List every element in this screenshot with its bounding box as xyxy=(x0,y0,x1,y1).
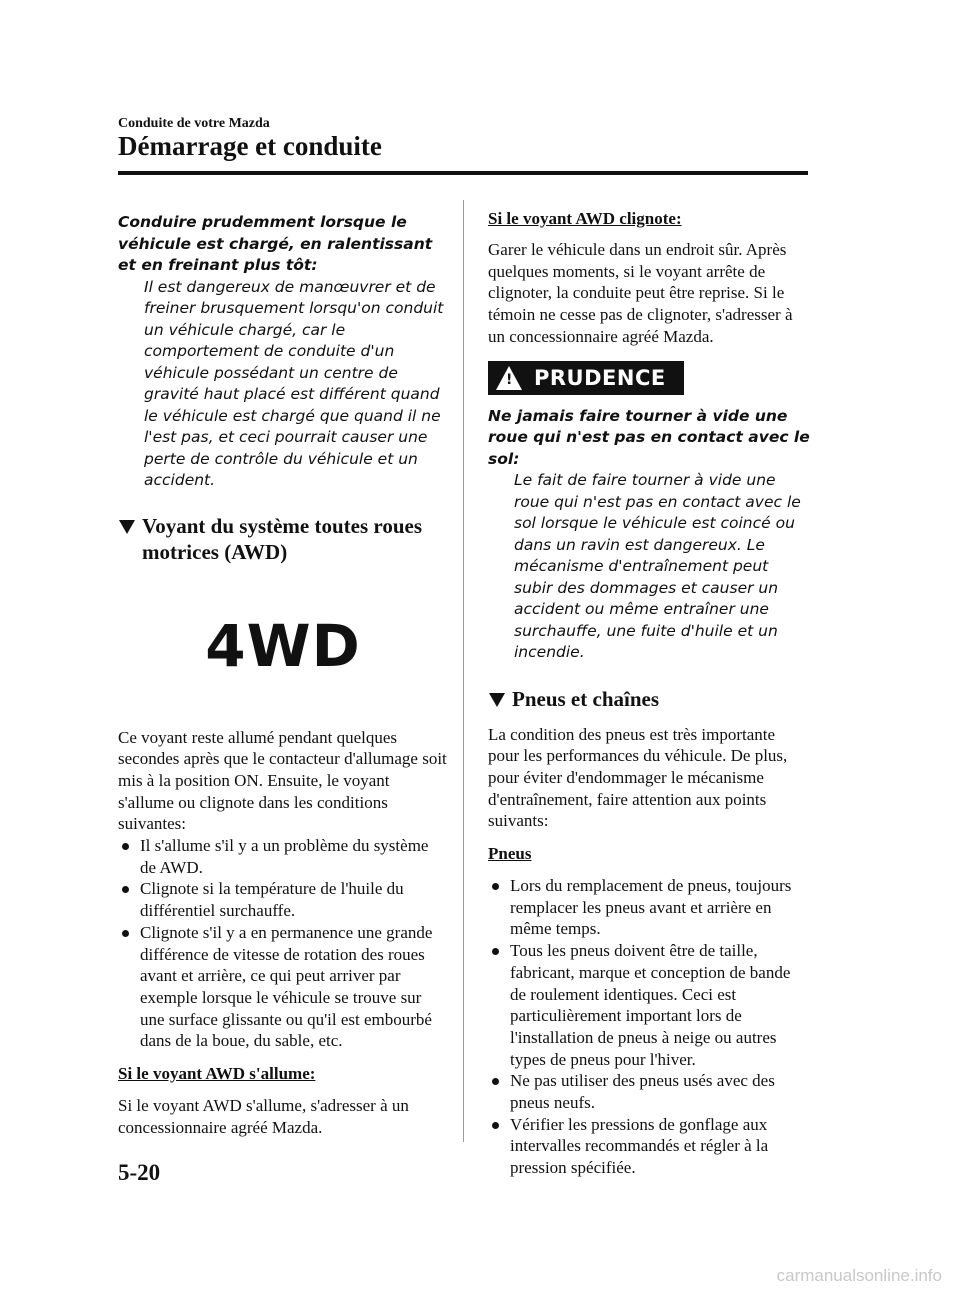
right-column xyxy=(488,208,810,1179)
caution-label: PRUDENCE xyxy=(534,365,666,390)
section-triangle-icon xyxy=(119,520,135,534)
awd-indicator-icon: 4WD xyxy=(205,611,361,680)
watermark: carmanualsonline.info xyxy=(776,1266,942,1285)
caution-badge xyxy=(488,361,684,395)
awd-intro-text: Ce voyant reste allumé pendant quelques secondes après que le contacteur d'allumage soit mis à la position ON. Ensuite, le voyant s'allume ou clignote dans les conditions suivantes: xyxy=(118,727,447,834)
header-rule xyxy=(118,171,808,175)
caution-text: Le fait de faire tourner à vide une roue qui n'est pas en contact avec le sol lorsque le véhicule est coincé ou dans un ravin est dangereux. Le mécanisme d'entraînement peut subir des dommages et causer un accident ou même entraîner une surchauffe, une fuite d'huile et un incendie. xyxy=(514,471,801,662)
caution-heading: Ne jamais faire tourner à vide une roue qui n'est pas en contact avec le sol: xyxy=(488,406,810,468)
chapter-label: Conduite de votre Mazda xyxy=(118,116,270,131)
tires-section-title-text: Pneus et chaînes xyxy=(512,686,659,711)
list-item: Clignote s'il y a en permanence une grande différence de vitesse de rotation des roues avant et arrière, ce qui peut arriver par exemple lorsque le véhicule se trouve sur une surface glissante ou qu'il est embourbé dans de la boue, du sable, etc. xyxy=(118,922,448,1052)
load-warning-heading: Conduire prudemment lorsque le véhicule est chargé, en ralentissant et en freinant plus tôt: xyxy=(118,213,433,274)
list-item: Ne pas utiliser des pneus usés avec des pneus neufs. xyxy=(488,1070,810,1113)
page-number: 5-20 xyxy=(118,1160,161,1185)
awd-blink-heading: Si le voyant AWD clignote: xyxy=(488,209,682,228)
section-triangle-icon xyxy=(489,693,505,707)
column-divider xyxy=(463,200,464,1142)
load-warning-text: Il est dangereux de manœuvrer et de freiner brusquement lorsqu'on conduit un véhicule chargé, car le comportement de conduite d'un véhicule possédant un centre de gravité haut placé est différent quand le véhicule est chargé que quand il ne l'est pas, et ceci pourrait causer une perte de contrôle du véhicule et un accident. xyxy=(144,277,444,489)
left-column xyxy=(118,212,448,1138)
list-item: Clignote si la température de l'huile du différentiel surchauffe. xyxy=(118,878,448,921)
awd-section-title xyxy=(118,513,448,565)
caution-warning-icon: ! xyxy=(496,366,522,390)
tires-list xyxy=(488,875,810,1179)
awd-blink-text: Garer le véhicule dans un endroit sûr. Après quelques moments, si le voyant arrête de clignoter, la conduite peut être reprise. Si le témoin ne cesse pas de clignoter, s'adresser à un concessionnaire agréé Mazda. xyxy=(488,240,793,346)
awd-section-title-text: Voyant du système toutes roues motrices (AWD) xyxy=(142,513,423,564)
list-item: Vérifier les pressions de gonflage aux intervalles recommandés et régler à la pression spécifiée. xyxy=(488,1114,810,1179)
awd-conditions-list xyxy=(118,835,448,1052)
awd-on-text: Si le voyant AWD s'allume, s'adresser à un concessionnaire agréé Mazda. xyxy=(118,1096,409,1137)
list-item: Tous les pneus doivent être de taille, fabricant, marque et conception de bande de roulement identiques. Ceci est particulièrement important lors de l'installation de pneus à neige ou autres types de pneus pour l'hiver. xyxy=(488,940,810,1070)
tires-heading: Pneus xyxy=(488,844,532,864)
tires-intro-text: La condition des pneus est très importante pour les performances du véhicule. De plus, pour éviter d'endommager le mécanisme d'entraînement, faire attention aux points suivants: xyxy=(488,724,788,831)
list-item: Il s'allume s'il y a un problème du système de AWD. xyxy=(118,835,448,878)
page-title: Démarrage et conduite xyxy=(118,131,382,161)
list-item: Lors du remplacement de pneus, toujours remplacer les pneus avant et arrière en même temps. xyxy=(488,875,810,940)
tires-section-title xyxy=(488,686,810,712)
awd-on-heading: Si le voyant AWD s'allume: xyxy=(118,1064,316,1084)
